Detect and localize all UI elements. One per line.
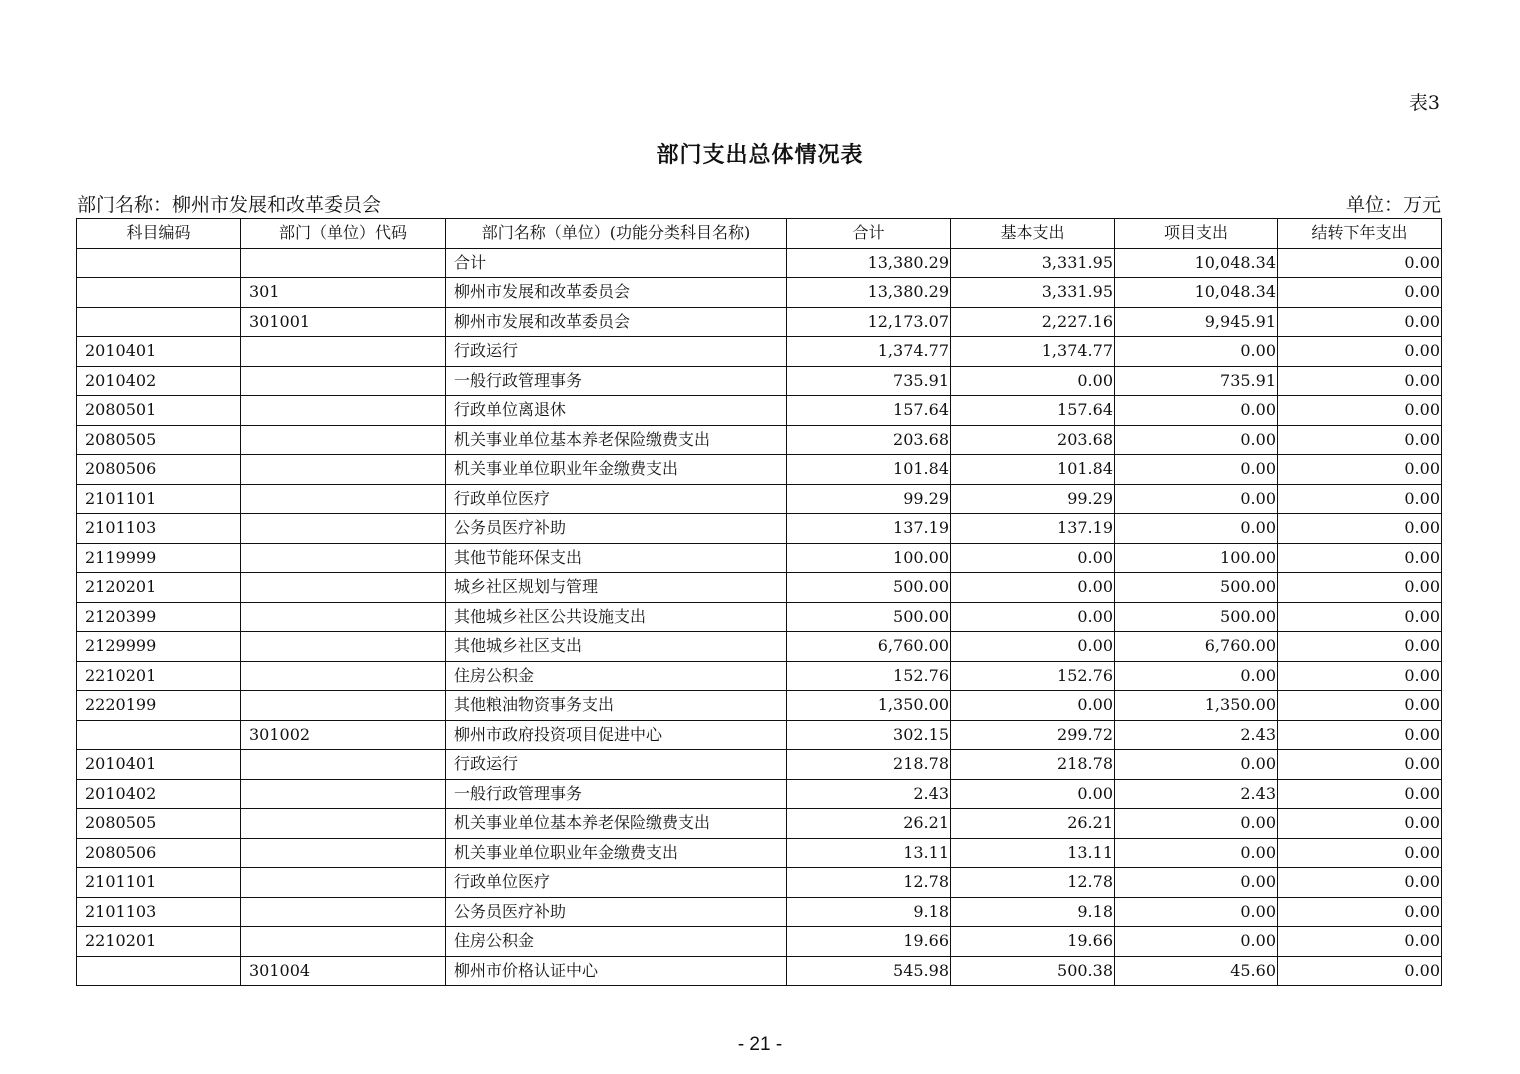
unit-code-cell [241,396,446,426]
table-row [77,956,1442,986]
table-row [77,396,1442,426]
basic-expenditure-cell: 218.78 [951,750,1115,780]
total-cell: 157.64 [787,396,951,426]
column-header: 项目支出 [1115,219,1278,249]
basic-expenditure-cell: 26.21 [951,809,1115,839]
project-expenditure-cell: 2.43 [1115,720,1278,750]
basic-expenditure-cell: 3,331.95 [951,278,1115,308]
page-number: - 21 - [737,1034,783,1055]
carryover-cell: 0.00 [1278,632,1442,662]
basic-expenditure-cell: 12.78 [951,868,1115,898]
subject-code-cell: 2119999 [77,543,241,573]
subject-code-cell: 2101101 [77,868,241,898]
project-expenditure-cell: 10,048.34 [1115,278,1278,308]
carryover-cell: 0.00 [1278,514,1442,544]
item-name-cell: 机关事业单位职业年金缴费支出 [446,455,787,485]
total-cell: 13.11 [787,838,951,868]
subject-code-cell [77,956,241,986]
basic-expenditure-cell: 0.00 [951,691,1115,721]
table-row [77,927,1442,957]
expenditure-table [76,218,1442,986]
subject-code-cell: 2010401 [77,337,241,367]
total-cell: 302.15 [787,720,951,750]
table-row [77,750,1442,780]
item-name-cell: 其他城乡社区公共设施支出 [446,602,787,632]
basic-expenditure-cell: 1,374.77 [951,337,1115,367]
item-name-cell: 住房公积金 [446,661,787,691]
column-header: 结转下年支出 [1278,219,1442,249]
table-row [77,514,1442,544]
unit-code-cell [241,661,446,691]
total-cell: 100.00 [787,543,951,573]
subject-code-cell: 2101103 [77,897,241,927]
carryover-cell: 0.00 [1278,661,1442,691]
total-cell: 101.84 [787,455,951,485]
carryover-cell: 0.00 [1278,307,1442,337]
project-expenditure-cell: 0.00 [1115,897,1278,927]
table-row [77,366,1442,396]
project-expenditure-cell: 0.00 [1115,337,1278,367]
table-row [77,779,1442,809]
carryover-cell: 0.00 [1278,278,1442,308]
unit-code-cell [241,897,446,927]
total-cell: 6,760.00 [787,632,951,662]
subject-code-cell: 2010401 [77,750,241,780]
basic-expenditure-cell: 13.11 [951,838,1115,868]
department-label: 部门名称：柳州市发展和改革委员会 [77,194,382,216]
subject-code-cell: 2210201 [77,661,241,691]
unit-code-cell [241,691,446,721]
item-name-cell: 柳州市政府投资项目促进中心 [446,720,787,750]
subject-code-cell: 2080506 [77,838,241,868]
item-name-cell: 柳州市发展和改革委员会 [446,307,787,337]
total-cell: 1,350.00 [787,691,951,721]
subject-code-cell: 2129999 [77,632,241,662]
project-expenditure-cell: 0.00 [1115,455,1278,485]
total-cell: 13,380.29 [787,278,951,308]
unit-code-cell [241,838,446,868]
unit-code-cell [241,425,446,455]
carryover-cell: 0.00 [1278,897,1442,927]
carryover-cell: 0.00 [1278,337,1442,367]
item-name-cell: 柳州市发展和改革委员会 [446,278,787,308]
item-name-cell: 一般行政管理事务 [446,366,787,396]
basic-expenditure-cell: 99.29 [951,484,1115,514]
subject-code-cell: 2080505 [77,425,241,455]
basic-expenditure-cell: 0.00 [951,543,1115,573]
item-name-cell: 公务员医疗补助 [446,897,787,927]
table-row [77,543,1442,573]
unit-code-cell: 301 [241,278,446,308]
table-row [77,720,1442,750]
unit-code-cell [241,779,446,809]
item-name-cell: 其他城乡社区支出 [446,632,787,662]
total-cell: 2.43 [787,779,951,809]
project-expenditure-cell: 0.00 [1115,809,1278,839]
unit-code-cell [241,248,446,278]
total-cell: 137.19 [787,514,951,544]
table-row [77,337,1442,367]
table-row [77,278,1442,308]
table-row [77,455,1442,485]
subject-code-cell: 2080506 [77,455,241,485]
project-expenditure-cell: 735.91 [1115,366,1278,396]
unit-code-cell [241,514,446,544]
table-body [77,248,1442,986]
unit-code-cell [241,809,446,839]
table-row [77,602,1442,632]
project-expenditure-cell: 2.43 [1115,779,1278,809]
table-row [77,897,1442,927]
column-header: 基本支出 [951,219,1115,249]
subject-code-cell [77,307,241,337]
project-expenditure-cell: 0.00 [1115,514,1278,544]
item-name-cell: 机关事业单位基本养老保险缴费支出 [446,425,787,455]
table-row [77,632,1442,662]
subject-code-cell [77,248,241,278]
table-header-row [77,219,1442,249]
item-name-cell: 柳州市价格认证中心 [446,956,787,986]
item-name-cell: 住房公积金 [446,927,787,957]
total-cell: 19.66 [787,927,951,957]
unit-code-cell: 301001 [241,307,446,337]
basic-expenditure-cell: 0.00 [951,602,1115,632]
carryover-cell: 0.00 [1278,396,1442,426]
total-cell: 99.29 [787,484,951,514]
carryover-cell: 0.00 [1278,425,1442,455]
carryover-cell: 0.00 [1278,868,1442,898]
project-expenditure-cell: 0.00 [1115,927,1278,957]
unit-code-cell [241,927,446,957]
carryover-cell: 0.00 [1278,720,1442,750]
total-cell: 735.91 [787,366,951,396]
carryover-cell: 0.00 [1278,248,1442,278]
basic-expenditure-cell: 500.38 [951,956,1115,986]
subject-code-cell: 2080501 [77,396,241,426]
item-name-cell: 行政单位医疗 [446,868,787,898]
project-expenditure-cell: 0.00 [1115,838,1278,868]
project-expenditure-cell: 1,350.00 [1115,691,1278,721]
project-expenditure-cell: 500.00 [1115,602,1278,632]
project-expenditure-cell: 0.00 [1115,396,1278,426]
subject-code-cell: 2120399 [77,602,241,632]
carryover-cell: 0.00 [1278,956,1442,986]
table-row [77,809,1442,839]
item-name-cell: 机关事业单位基本养老保险缴费支出 [446,809,787,839]
carryover-cell: 0.00 [1278,543,1442,573]
total-cell: 203.68 [787,425,951,455]
column-header: 部门名称（单位）(功能分类科目名称) [446,219,787,249]
item-name-cell: 机关事业单位职业年金缴费支出 [446,838,787,868]
item-name-cell: 其他粮油物资事务支出 [446,691,787,721]
column-header: 科目编码 [77,219,241,249]
project-expenditure-cell: 9,945.91 [1115,307,1278,337]
item-name-cell: 行政运行 [446,337,787,367]
unit-label: 单位：万元 [1345,194,1441,216]
unit-code-cell [241,573,446,603]
column-header: 合计 [787,219,951,249]
basic-expenditure-cell: 157.64 [951,396,1115,426]
basic-expenditure-cell: 152.76 [951,661,1115,691]
carryover-cell: 0.00 [1278,927,1442,957]
basic-expenditure-cell: 3,331.95 [951,248,1115,278]
unit-code-cell: 301002 [241,720,446,750]
project-expenditure-cell: 6,760.00 [1115,632,1278,662]
basic-expenditure-cell: 101.84 [951,455,1115,485]
unit-code-cell [241,337,446,367]
item-name-cell: 行政运行 [446,750,787,780]
item-name-cell: 公务员医疗补助 [446,514,787,544]
project-expenditure-cell: 0.00 [1115,661,1278,691]
document-title: 部门支出总体情况表 [656,143,864,168]
item-name-cell: 其他节能环保支出 [446,543,787,573]
unit-code-cell: 301004 [241,956,446,986]
basic-expenditure-cell: 2,227.16 [951,307,1115,337]
carryover-cell: 0.00 [1278,484,1442,514]
basic-expenditure-cell: 0.00 [951,632,1115,662]
subject-code-cell [77,278,241,308]
item-name-cell: 城乡社区规划与管理 [446,573,787,603]
basic-expenditure-cell: 0.00 [951,573,1115,603]
table-row [77,484,1442,514]
basic-expenditure-cell: 0.00 [951,366,1115,396]
carryover-cell: 0.00 [1278,366,1442,396]
subject-code-cell: 2080505 [77,809,241,839]
unit-code-cell [241,602,446,632]
table-number: 表3 [1408,92,1440,114]
meta-row [77,190,1441,216]
table-row [77,425,1442,455]
table-row [77,573,1442,603]
subject-code-cell: 2010402 [77,779,241,809]
total-cell: 12,173.07 [787,307,951,337]
total-cell: 26.21 [787,809,951,839]
table-row [77,661,1442,691]
basic-expenditure-cell: 9.18 [951,897,1115,927]
carryover-cell: 0.00 [1278,602,1442,632]
basic-expenditure-cell: 299.72 [951,720,1115,750]
carryover-cell: 0.00 [1278,779,1442,809]
table-row [77,838,1442,868]
subject-code-cell: 2010402 [77,366,241,396]
project-expenditure-cell: 0.00 [1115,484,1278,514]
table-row [77,307,1442,337]
project-expenditure-cell: 0.00 [1115,750,1278,780]
total-cell: 218.78 [787,750,951,780]
unit-code-cell [241,543,446,573]
table-row [77,248,1442,278]
project-expenditure-cell: 45.60 [1115,956,1278,986]
unit-code-cell [241,455,446,485]
total-cell: 152.76 [787,661,951,691]
basic-expenditure-cell: 0.00 [951,779,1115,809]
total-cell: 12.78 [787,868,951,898]
item-name-cell: 合计 [446,248,787,278]
carryover-cell: 0.00 [1278,573,1442,603]
item-name-cell: 一般行政管理事务 [446,779,787,809]
total-cell: 1,374.77 [787,337,951,367]
basic-expenditure-cell: 19.66 [951,927,1115,957]
total-cell: 13,380.29 [787,248,951,278]
unit-code-cell [241,750,446,780]
basic-expenditure-cell: 137.19 [951,514,1115,544]
subject-code-cell: 2220199 [77,691,241,721]
subject-code-cell: 2120201 [77,573,241,603]
unit-code-cell [241,632,446,662]
carryover-cell: 0.00 [1278,750,1442,780]
unit-code-cell [241,366,446,396]
unit-code-cell [241,868,446,898]
table-row [77,691,1442,721]
carryover-cell: 0.00 [1278,809,1442,839]
subject-code-cell: 2101103 [77,514,241,544]
total-cell: 545.98 [787,956,951,986]
basic-expenditure-cell: 203.68 [951,425,1115,455]
item-name-cell: 行政单位医疗 [446,484,787,514]
table-row [77,868,1442,898]
carryover-cell: 0.00 [1278,455,1442,485]
total-cell: 500.00 [787,602,951,632]
item-name-cell: 行政单位离退休 [446,396,787,426]
carryover-cell: 0.00 [1278,691,1442,721]
total-cell: 9.18 [787,897,951,927]
total-cell: 500.00 [787,573,951,603]
column-header: 部门（单位）代码 [241,219,446,249]
project-expenditure-cell: 500.00 [1115,573,1278,603]
project-expenditure-cell: 0.00 [1115,868,1278,898]
subject-code-cell: 2210201 [77,927,241,957]
subject-code-cell: 2101101 [77,484,241,514]
project-expenditure-cell: 10,048.34 [1115,248,1278,278]
project-expenditure-cell: 0.00 [1115,425,1278,455]
subject-code-cell [77,720,241,750]
project-expenditure-cell: 100.00 [1115,543,1278,573]
unit-code-cell [241,484,446,514]
carryover-cell: 0.00 [1278,838,1442,868]
